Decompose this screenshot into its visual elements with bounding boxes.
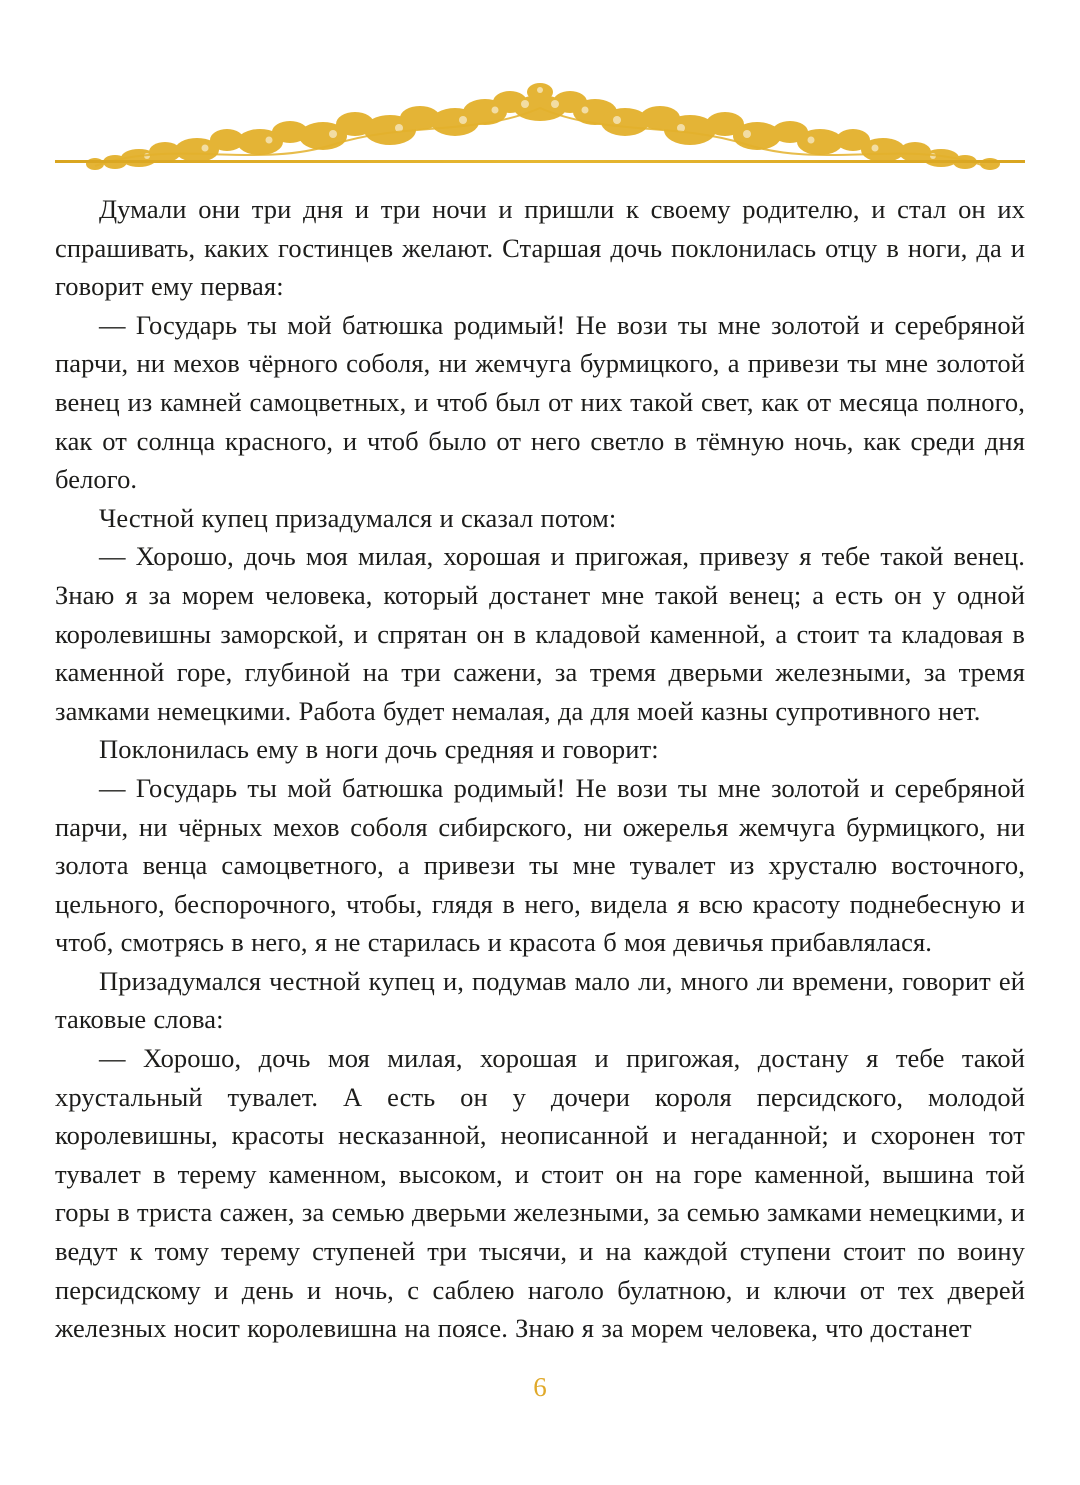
page-number: 6 — [533, 1372, 547, 1402]
page-text — [55, 190, 1025, 1348]
paragraph: — Хорошо, дочь моя милая, хорошая и пригожая, достану я тебе такой хрустальный тувалет. А есть он у дочери короля персидского, молодой королевишны, красоты несказанной, неописанной и негаданной; и схоронен тот тувалет в терему каменном, высоком, и стоит он на горе каменной, вышина той горы в триста сажен, за семью дверьми железными, за семью замками немецкими, и ведут к тому терему ступеней три тысячи, и на каждой ступени стоит по воину персидскому и день и ночь, с саблею наголо булатною, и ключи от тех дверей железных носит королевишна на поясе. Знаю я за морем человека, что достанет — [55, 1043, 1025, 1344]
paragraph: — Хорошо, дочь моя милая, хорошая и пригожая, привезу я тебе такой венец. Знаю я за морем человека, который достанет мне такой венец; а есть он у одной королевишны заморской, и спрятан он в кладовой каменной, а стоит та кладовая в каменной горе, глубиной на три сажени, за тремя дверьми железными, за тремя замками немецкими. Работа будет немалая, да для моей казны супротивного нет. — [55, 541, 1025, 726]
paragraph: Думали они три дня и три ночи и пришли к своему родителю, и стал он их спрашивать, каких гостинцев желают. Старшая дочь поклонилась отцу в ноги, да и говорит ему первая: — [55, 194, 1025, 302]
header-rule — [55, 160, 1025, 163]
paragraph: Честной купец призадумался и сказал потом: — [99, 502, 617, 533]
floral-header-ornament — [55, 78, 1025, 173]
paragraph: — Государь ты мой батюшка родимый! Не вози ты мне золотой и серебряной парчи, ни мехов чёрного соболя, ни жемчуга бурмицкого, а привези ты мне золотой венец из камней самоцветных, и чтоб был от них такой свет, как от месяца полного, как от солнца красного, и чтоб было от него светло в тёмную ночь, как среди дня белого. — [55, 309, 1025, 495]
paragraph: Призадумался честной купец и, подумав мало ли, много ли времени, говорит ей таковые слова: — [55, 965, 1025, 1035]
paragraph: — Государь ты мой батюшка родимый! Не вози ты мне золотой и серебряной парчи, ни чёрных мехов соболя сибирского, ни ожерелья жемчуга бурмицкого, ни золота венца самоцветного, а привези ты мне тувалет из хрусталю восточного, цельного, беспорочного, чтобы, глядя в него, видела я всю красоту поднебесную и чтоб, смотрясь в него, я не старилась и красота б моя девичья прибавлялася. — [55, 772, 1025, 958]
paragraph: Поклонилась ему в ноги дочь средняя и говорит: — [99, 734, 659, 765]
